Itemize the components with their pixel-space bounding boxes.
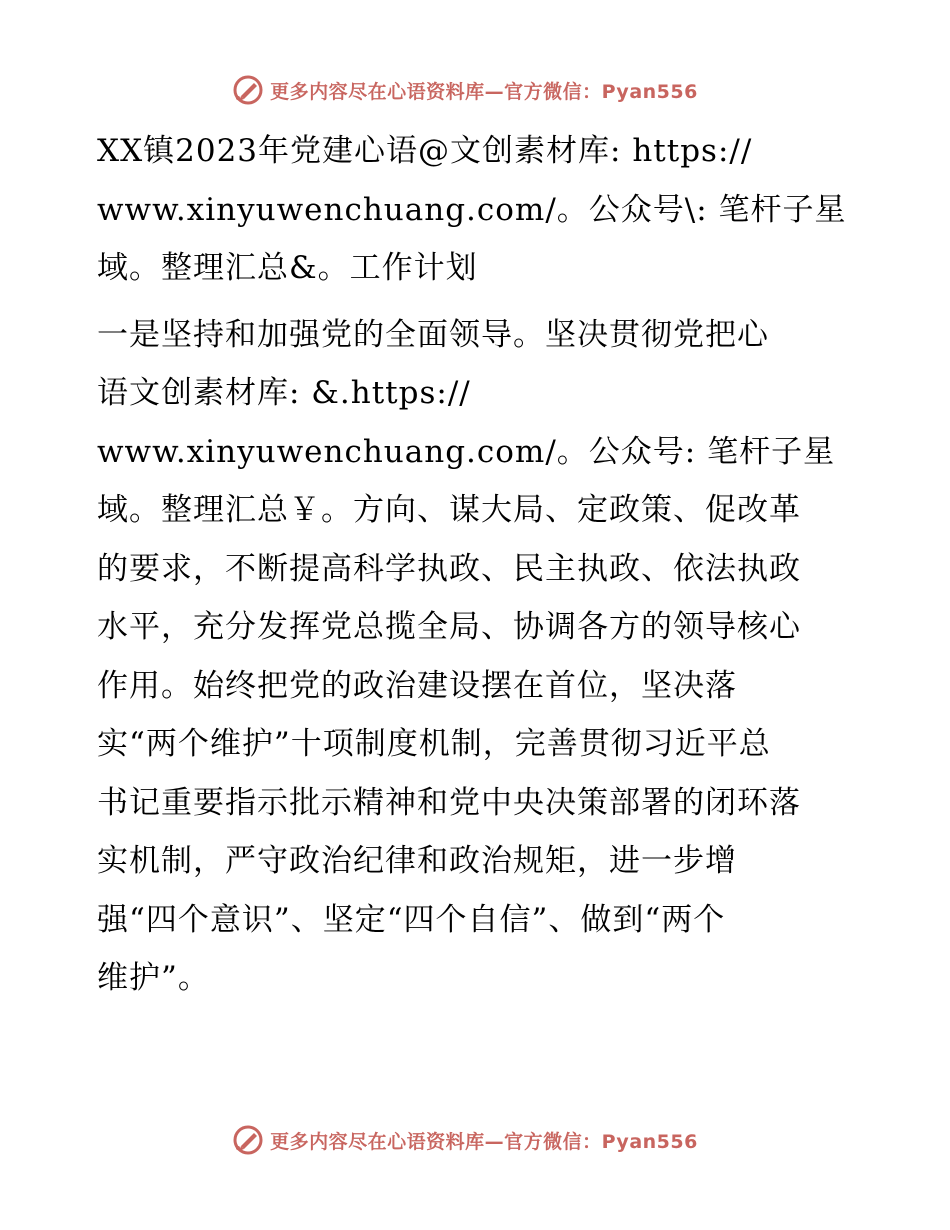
text-line: 水平，充分发挥党总揽全局、协调各方的领导核心 xyxy=(97,609,801,645)
text-line: 语文创素材库: &.https:// xyxy=(97,375,471,411)
header-banner xyxy=(0,70,950,110)
text-line: 的要求，不断提高科学执政、民主执政、依法执政 xyxy=(97,550,801,587)
footer-banner-text: 更多内容尽在心语资料库—官方微信：Pyan556 xyxy=(270,1130,698,1153)
text-line: www.xinyuwenchuang.com/。公众号\: 笔杆子星 xyxy=(97,191,847,228)
text-line: 维护”。 xyxy=(97,960,210,996)
footer-banner xyxy=(0,1120,950,1160)
document-body xyxy=(97,122,857,1008)
paragraph-1 xyxy=(97,122,857,298)
text-line: www.xinyuwenchuang.com/。公众号: 笔杆子星 xyxy=(97,433,836,470)
pen-logo-icon xyxy=(232,74,264,106)
paragraph-2 xyxy=(97,306,857,1008)
text-line: 实“两个维护”十项制度机制，完善贯彻习近平总 xyxy=(97,726,771,762)
text-line: 域。整理汇总&。工作计划 xyxy=(97,250,478,286)
text-line: 作用。始终把党的政治建设摆在首位，坚决落 xyxy=(97,667,737,704)
text-line: 域。整理汇总￥。方向、谋大局、定政策、促改革 xyxy=(97,492,801,528)
text-line: 实机制，严守政治纪律和政治规矩，进一步增 xyxy=(97,843,737,879)
text-line: XX镇2023年党建心语@文创素材库: https:// xyxy=(97,133,753,169)
pen-logo-icon xyxy=(232,1124,264,1156)
text-line: 书记重要指示批示精神和党中央决策部署的闭环落 xyxy=(97,784,801,821)
text-line: 强“四个意识”、坚定“四个自信”、做到“两个 xyxy=(97,901,726,938)
text-line: 一是坚持和加强党的全面领导。坚决贯彻党把心 xyxy=(97,316,769,353)
header-banner-text: 更多内容尽在心语资料库—官方微信：Pyan556 xyxy=(270,80,698,103)
